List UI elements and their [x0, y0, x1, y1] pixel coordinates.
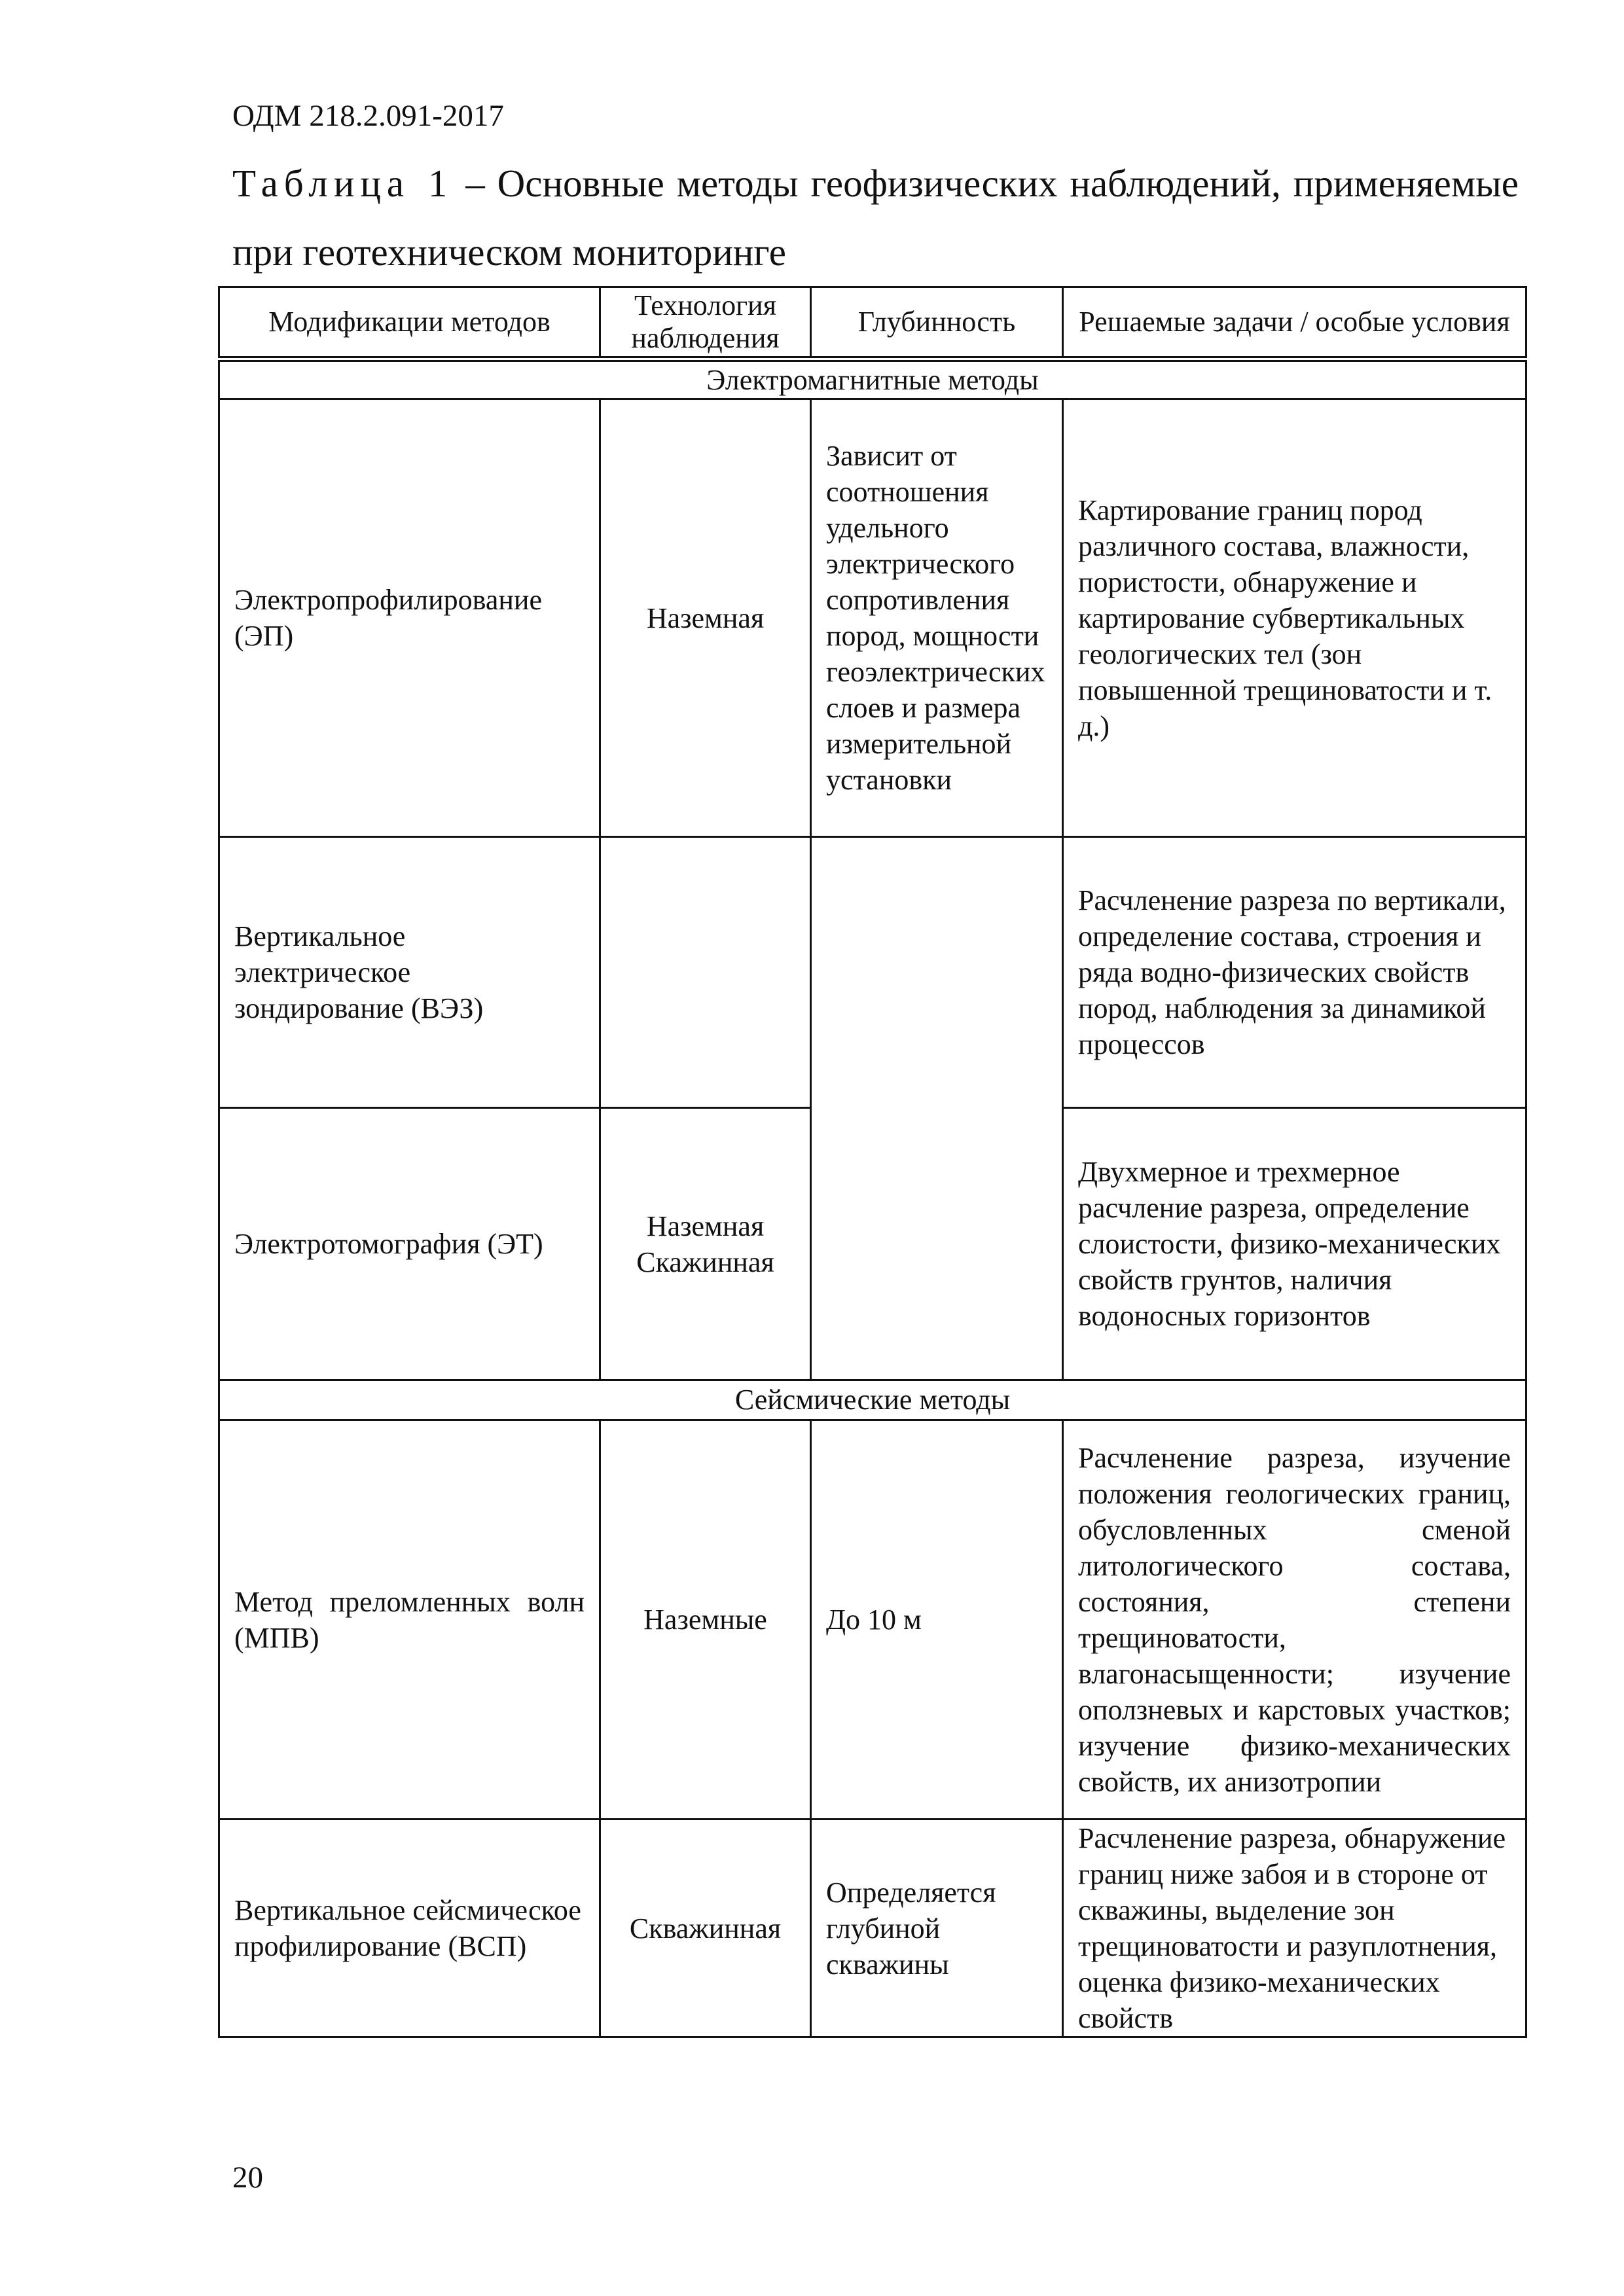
depth-cell: До 10 м	[811, 1420, 1063, 1820]
method-cell: Электротомография (ЭТ)	[219, 1108, 600, 1380]
method-cell: Вертикальное электрическое зондирование (ВЭЗ)	[219, 837, 600, 1108]
technology-cell	[600, 837, 811, 1108]
depth-cell	[811, 837, 1063, 1380]
tasks-cell: Расчленение разреза, обнаружение границ ниже забоя и в стороне от скважины, выделение зон трещиноватости и разуплотнения, оценка физико-механических свойств	[1063, 1820, 1526, 2037]
tasks-cell: Расчленение разреза по вертикали, определение состава, строения и ряда водно-физических свойств пород, наблюдения за динамикой процессов	[1063, 837, 1526, 1108]
column-header-technology: Технология наблюдения	[600, 287, 811, 359]
section-row-seismic	[219, 1380, 1526, 1420]
depth-cell: Определяется глубиной скважины	[811, 1820, 1063, 2037]
depth-cell: Зависит от соотношения удельного электрического сопротивления пород, мощности геоэлектрических слоев и размера измерительной установки	[811, 399, 1063, 837]
column-header-tasks: Решаемые задачи / особые условия	[1063, 287, 1526, 359]
section-title: Сейсмические методы	[219, 1380, 1526, 1420]
column-header-depth: Глубинность	[811, 287, 1063, 359]
table-row	[219, 1420, 1526, 1820]
section-title: Электромагнитные методы	[219, 359, 1526, 399]
technology-cell: Скважинная	[600, 1820, 811, 2037]
technology-cell: Наземные	[600, 1420, 811, 1820]
document-code: ОДМ 218.2.091-2017	[232, 99, 504, 133]
table-header-row	[219, 287, 1526, 359]
table-row	[219, 1820, 1526, 2037]
method-cell: Метод преломленных волн (МПВ)	[219, 1420, 600, 1820]
table-caption-text: – Основные методы геофизических наблюдений, применяемые при геотехническом мониторинге	[232, 162, 1519, 274]
table-row	[219, 399, 1526, 837]
table-caption	[232, 149, 1519, 287]
tasks-cell: Двухмерное и трехмерное расчление разреза, определение слоистости, физико-механических свойств грунтов, наличия водоносных горизонтов	[1063, 1108, 1526, 1380]
geophysics-methods-table	[218, 286, 1527, 2038]
page-number: 20	[232, 2161, 263, 2195]
tasks-cell: Картирование границ пород различного состава, влажности, пористости, обнаружение и картирование субвертикальных геологических тел (зон повышенной трещиноватости и т. д.)	[1063, 399, 1526, 837]
tasks-cell: Расчленение разреза, изучение положения геологических границ, обусловленных сменой литологического состава, состояния, степени трещиноватости, влагонасыщенности; изучение оползневых и карстовых участков; изучение физико-механических свойств, их анизотропии	[1063, 1420, 1526, 1820]
method-cell: Вертикальное сейсмическое профилирование (ВСП)	[219, 1820, 600, 2037]
method-cell: Электропрофилирование (ЭП)	[219, 399, 600, 837]
technology-cell: Наземная	[600, 399, 811, 837]
table-caption-label: Таблица 1	[232, 162, 454, 205]
section-row-electromagnetic	[219, 359, 1526, 399]
column-header-method: Модификации методов	[219, 287, 600, 359]
table-row	[219, 837, 1526, 1108]
technology-cell: Наземная Скажинная	[600, 1108, 811, 1380]
